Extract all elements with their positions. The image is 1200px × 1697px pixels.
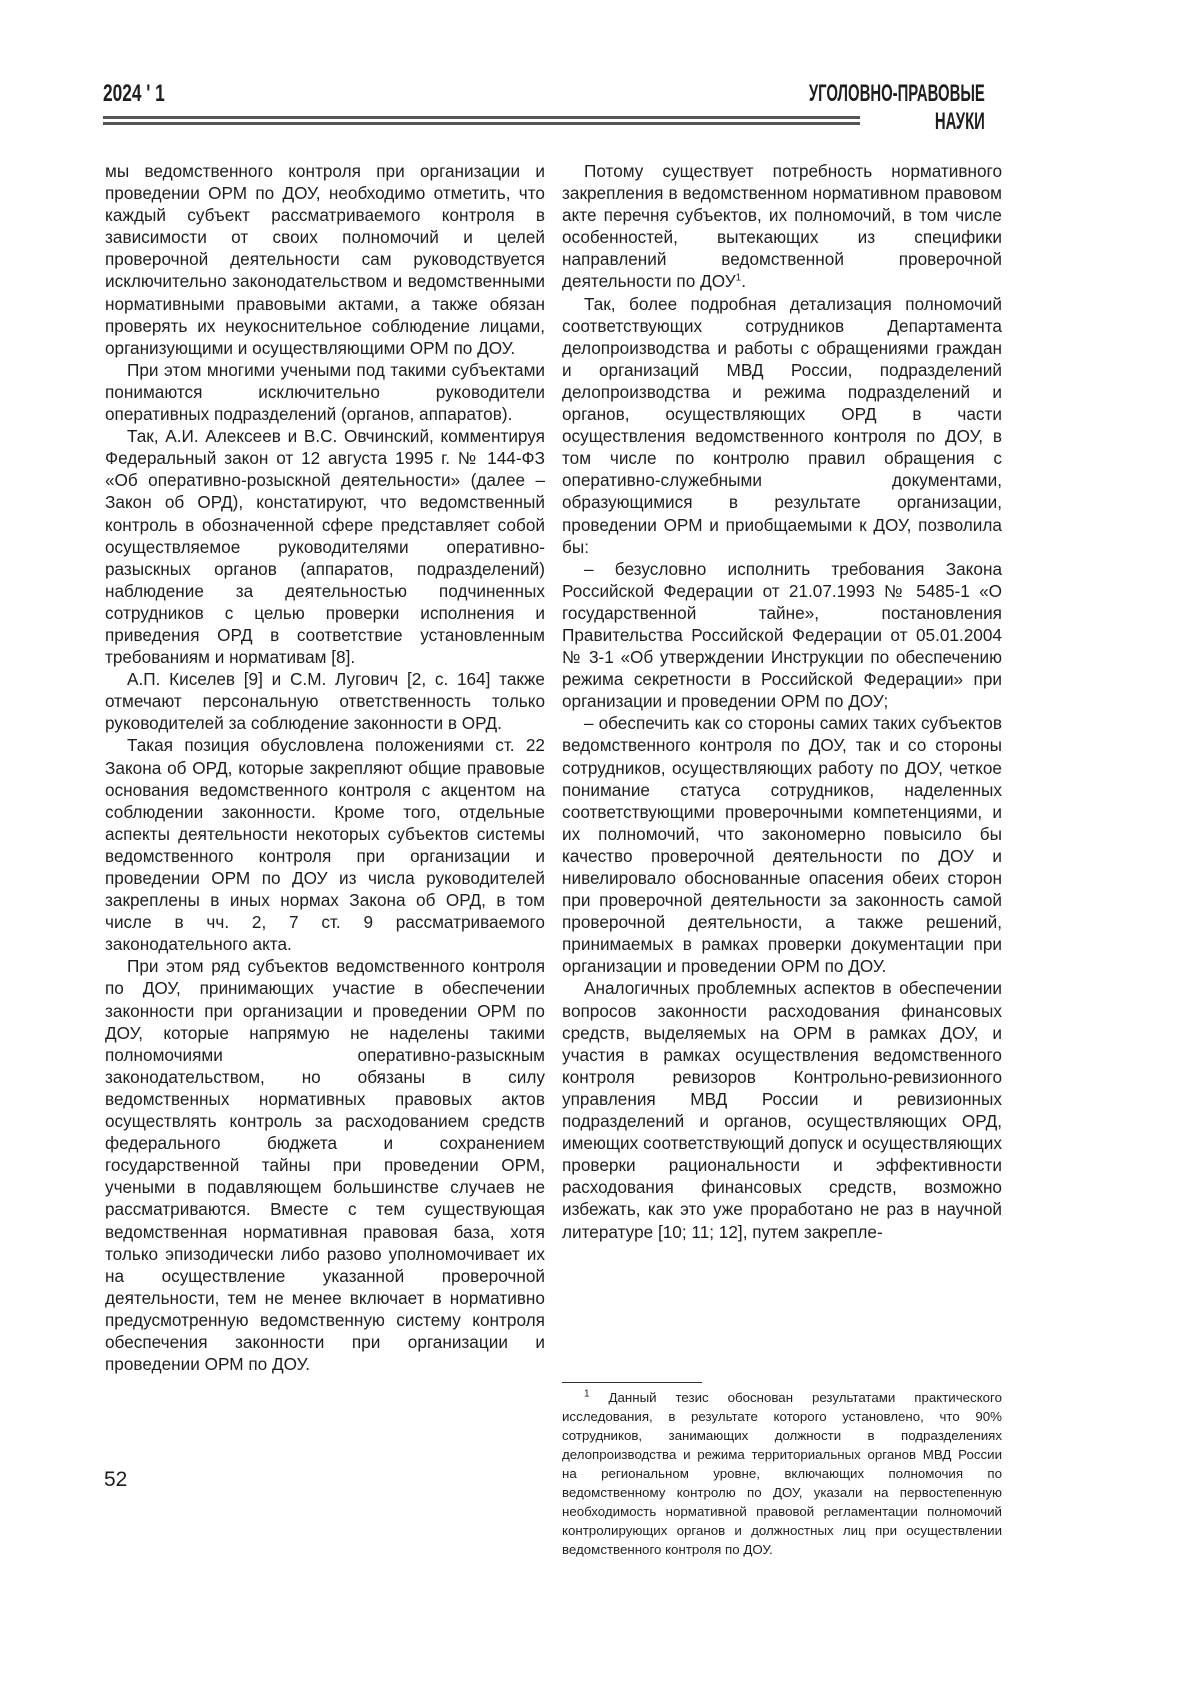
footnote-separator — [562, 1382, 702, 1383]
header-rule-top — [103, 116, 860, 119]
right-column — [562, 160, 1002, 1243]
paragraph: Потому существует потребность нормативного закрепления в ведомственном нормативном правовом акте перечня субъектов, их полномочий, в том числе особенностей, вытекающих из специфики направлений ведомственной проверочной деятельности по ДОУ1. — [562, 160, 1002, 293]
paragraph: Аналогичных проблемных аспектов в обеспечении вопросов законности расходования финансовых средств, выделяемых на ОРМ в рамках ДОУ, и участия в рамках осуществления ведомственного контроля ревизоров Контрольно-ревизионного управления МВД России и ревизионных подразделений и органов, осуществляющих ОРД, имеющих соответствующий допуск и осуществляющих проверки рациональности и эффективности расходования финансовых средств, возможно избежать, как это уже проработано не раз в научной литературе [10; 11; 12], путем закрепле- — [562, 977, 1002, 1242]
paragraph: мы ведомственного контроля при организации и проведении ОРМ по ДОУ, необходимо отметить, что каждый субъект рассматриваемого контроля в зависимости от своих полномочий и целей проверочной деятельности сам руководствуется исключительно законодательством и ведомственными нормативными правовыми актами, а также обязан проверять их неукоснительное соблюдение лицами, организующими и осуществляющими ОРМ по ДОУ. — [105, 160, 545, 359]
footnote-marker: 1 — [584, 1389, 590, 1400]
footnote-reference[interactable]: 1 — [736, 273, 742, 284]
paragraph: Такая позиция обусловлена положениями ст. 22 Закона об ОРД, которые закрепляют общие правовые основания ведомственного контроля с акцентом на соблюдении законности. Кроме того, отдельные аспекты деятельности некоторых субъектов системы ведомственного контроля при организации и проведении ОРМ по ДОУ из числа руководителей закреплены в иных нормах Закона об ОРД, в том числе в чч. 2, 7 ст. 9 рассматриваемого законодательного акта. — [105, 734, 545, 955]
paragraph-text: Потому существует потребность нормативного закрепления в ведомственном нормативном правовом акте перечня субъектов, их полномочий, в том числе особенностей, вытекающих из специфики направлений ведомственной проверочной деятельности по ДОУ — [562, 161, 1002, 291]
paragraph: При этом ряд субъектов ведомственного контроля по ДОУ, принимающих участие в обеспечении законности при организации и проведении ОРМ по ДОУ, которые напрямую не наделены такими полномочиями оперативно-разыскным законодательством, но обязаны в силу ведомственных нормативных правовых актов осуществлять контроль за расходованием средств федерального бюджета и сохранением государственной тайны при проведении ОРМ, учеными в подавляющем большинстве случаев не рассматриваются. Вместе с тем существующая ведомственная нормативная правовая база, хотя только эпизодически либо разово уполномочивает их на осуществление указанной проверочной деятельности, тем не менее включает в нормативно предусмотренную ведомственную систему контроля обеспечения законности при организации и проведении ОРМ по ДОУ. — [105, 955, 545, 1375]
paragraph: – обеспечить как со стороны самих таких субъектов ведомственного контроля по ДОУ, так и со стороны сотрудников, осуществляющих работу по ДОУ, четкое понимание статуса сотрудников, наделенных соответствующими проверочными компетенциями, и их полномочий, что закономерно повысило бы качество проверочной деятельности по ДОУ и нивелировало обоснованные опасения обеих сторон при проверочной деятельности за законность самой проверочной деятельности, а также решений, принимаемых в рамках проверки документации при организации и проведении ОРМ по ДОУ. — [562, 712, 1002, 977]
page-number: 52 — [104, 1468, 127, 1492]
footnote-text: Данный тезис обоснован результатами практического исследования, в результате которого установлено, что 90% сотрудников, занимающих должности в подразделениях делопроизводства и режима территориальных органов МВД России на региональном уровне, включающих полномочия по ведомственному контролю по ДОУ, указали на первостепенную необходимость нормативной правовой регламентации полномочий контролирующих органов и должностных лиц при осуществлении ведомственного контроля по ДОУ. — [562, 1390, 1002, 1557]
issue-number: 2024 ' 1 — [103, 80, 165, 108]
paragraph: Так, более подробная детализация полномочий соответствующих сотрудников Департамента делопроизводства и работы с обращениями граждан и организаций МВД России, подразделений делопроизводства и режима подразделений и органов, осуществляющих ОРД в части осуществления ведомственного контроля по ДОУ, в том числе по контролю правил обращения с оперативно-служебными документами, образующимися в результате организации, проведении ОРМ и приобщаемыми к ДОУ, позволила бы: — [562, 293, 1002, 558]
section-title-line1: УГОЛОВНО-ПРАВОВЫЕ — [809, 80, 985, 108]
section-title-line2: НАУКИ — [809, 108, 985, 136]
header-rule-bottom — [103, 122, 860, 125]
paragraph: При этом многими учеными под такими субъектами понимаются исключительно руководители оперативных подразделений (органов, аппаратов). — [105, 359, 545, 425]
footnote — [562, 1388, 1002, 1559]
left-column — [105, 160, 545, 1375]
paragraph: А.П. Киселев [9] и С.М. Лугович [2, с. 164] также отмечают персональную ответственность только руководителей за соблюдение законности в ОРД. — [105, 668, 545, 734]
paragraph: – безусловно исполнить требования Закона Российской Федерации от 21.07.1993 № 5485-1 «О государственной тайне», постановления Правительства Российской Федерации от 05.01.2004 № 3-1 «Об утверждении Инструкции по обеспечению режима секретности в Российской Федерации» при организации и проведении ОРМ по ДОУ; — [562, 558, 1002, 713]
paragraph: Так, А.И. Алексеев и В.С. Овчинский, комментируя Федеральный закон от 12 августа 1995 г. № 144-ФЗ «Об оперативно-розыскной деятельности» (далее – Закон об ОРД), констатируют, что ведомственный контроль в обозначенной сфере представляет собой осуществляемое руководителями оперативно-разыскных органов (аппаратов, подразделений) наблюдение за деятельностью подчиненных сотрудников с целью проверки исполнения и приведения ОРД в соответствие установленным требованиям и нормативам [8]. — [105, 425, 545, 668]
journal-section — [809, 80, 985, 136]
